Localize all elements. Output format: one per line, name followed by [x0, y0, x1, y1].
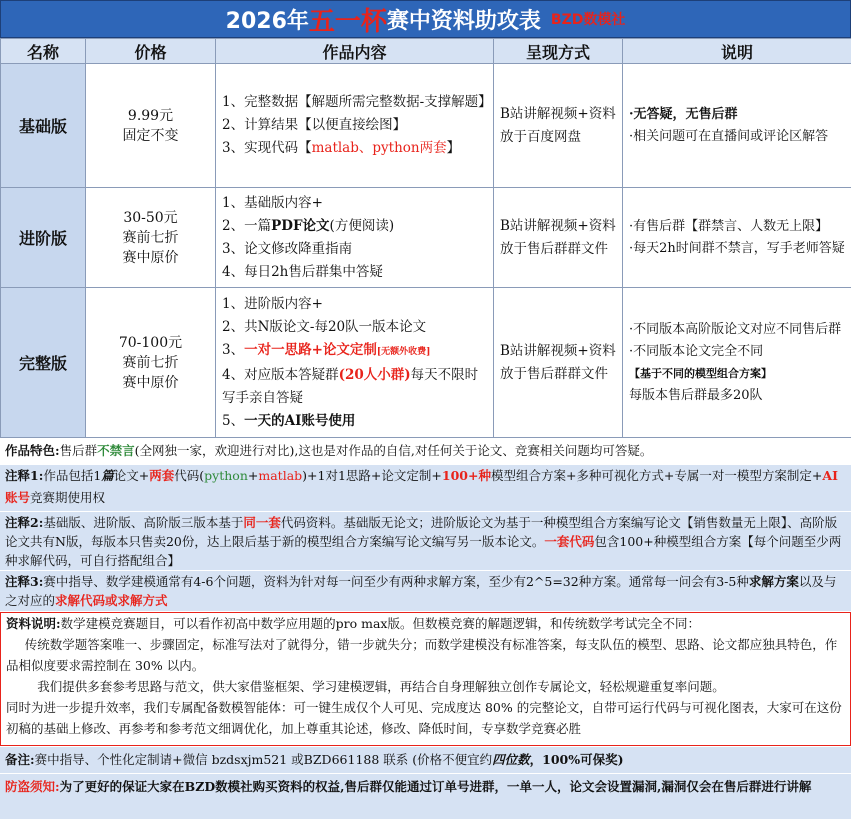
header-format: 呈现方式	[494, 39, 623, 64]
note2-label: 注释2:	[5, 515, 44, 530]
note-line: 【基于不同的模型组合方案】	[629, 366, 772, 380]
note1-text: 作品包括1	[43, 468, 102, 483]
note1-highlight: matlab	[258, 468, 303, 483]
info-band	[0, 612, 851, 746]
features-band	[0, 440, 851, 465]
note3-text: 赛中指导、数学建模通常有4-6个问题，资料为针对每一问至少有两种求解方案，至少有2^5=32种方案。通常每一问会有3-5种	[43, 574, 749, 589]
note3-label: 注释3:	[5, 574, 44, 589]
title-main: 赛中资料助攻表	[386, 8, 541, 34]
remark-highlight: 四位数	[492, 752, 530, 767]
note-line: ·相关问题可在直播间或评论区解答	[629, 128, 829, 144]
note-line: 每版本售后群最多20队	[629, 387, 763, 403]
remark-band	[0, 747, 851, 773]
note1-text: 竞赛期使用权	[30, 490, 106, 505]
tier-name: 完整版	[1, 288, 86, 438]
content-line	[222, 364, 490, 410]
content-line: 3、论文修改降重指南	[222, 240, 353, 257]
note1-highlight: python	[204, 468, 248, 483]
table-header-row	[1, 39, 851, 64]
price-note: 赛前七折	[122, 354, 179, 371]
note1-text: 篇	[101, 468, 114, 483]
tier-format: B站讲解视频+资料放于百度网盘	[494, 64, 623, 188]
note3-highlight: 或	[105, 593, 118, 608]
tier-format: B站讲解视频+资料放于售后群群文件	[494, 188, 623, 288]
content-text: 5、	[222, 412, 245, 429]
note1-text: 代码(	[174, 468, 205, 483]
note1-text: +	[247, 468, 259, 483]
tier-notes	[623, 188, 851, 288]
table-row-basic	[1, 64, 851, 188]
content-line: 2、计算结果【以便直接绘图】	[222, 117, 407, 133]
price-note: 固定不变	[122, 127, 179, 144]
content-text: 】	[446, 140, 461, 156]
content-line: 1、进阶版内容+	[222, 295, 323, 312]
note1-text: 论文+	[113, 468, 150, 483]
tier-name: 进阶版	[1, 188, 86, 288]
table-row-complete	[1, 288, 851, 438]
content-line	[222, 137, 490, 160]
content-text: 每天不限时写手亲自答疑	[222, 366, 479, 406]
content-text: 4、对应版本答疑群	[222, 366, 339, 383]
price-value: 70-100元	[118, 334, 183, 351]
price-note: 赛中原价	[122, 249, 179, 266]
content-line: 1、基础版内容+	[222, 194, 323, 211]
tier-content	[216, 64, 494, 188]
note-line: ·无答疑，无售后群	[629, 106, 738, 122]
info-text: 传统数学题答案唯一、步骤固定，标准写法对了就得分，错一步就失分；而数学建模没有标准答案，每支队伍的模型、思路、论文都应独具特色，作品相似度要求需控制在 30% 以内。	[6, 637, 838, 673]
tier-price	[86, 188, 216, 288]
remark-text: ，100%可保奖)	[529, 752, 624, 767]
header-content: 作品内容	[216, 39, 494, 64]
note2-highlight: 一套代码	[544, 534, 595, 549]
title-brand: BZD数模社	[550, 12, 626, 28]
title-highlight: 五一杯	[308, 6, 387, 37]
note1-label: 注释1:	[5, 468, 44, 483]
note1-highlight: 100+种	[441, 468, 491, 483]
note2-text: 包含100+种模型组合方案【每个问题至少两种求解代码，可自行搭配组合】	[5, 534, 842, 568]
note-line: ·每天2h时间群不禁言，写手老师答疑	[629, 240, 845, 256]
note1-band	[0, 465, 851, 511]
note1-highlight: AI账号	[5, 468, 838, 505]
tier-notes	[623, 288, 851, 438]
title-year: 2026年	[225, 8, 309, 34]
tier-format: B站讲解视频+资料放于售后群群文件	[494, 288, 623, 438]
note-line: ·有售后群【群禁言、人数无上限】	[629, 218, 829, 234]
price-value: 9.99元	[127, 107, 174, 124]
header-notes: 说明	[623, 39, 851, 64]
note3-text: 以及与之对应的	[5, 574, 837, 608]
content-highlight: 一对一思路+论文定制	[244, 341, 377, 358]
note2-text: 基础版、进阶版、高阶版三版本基于	[43, 515, 244, 530]
content-line	[222, 339, 490, 364]
note3-highlight: 求解代码	[55, 593, 106, 608]
content-text: (方便阅读)	[329, 217, 395, 234]
content-text: 2、一篇	[222, 217, 272, 234]
warning-band	[0, 774, 851, 819]
tier-content	[216, 288, 494, 438]
info-text: 数学建模竞赛题目，可以看作初高中数学应用题的pro max版。但数模竞赛的解题逻辑，和传统数学考试完全不同：	[60, 616, 700, 631]
pricing-table	[0, 38, 851, 438]
info-text: 同时为进一步提升效率，我们专属配备数模智能体：可一键生成仅个人可见、完成度达 80% 的完整论文，自带可运行代码与可视化图表，大家可在这份初稿的基础上修改、再参考和参考范文细调优化，加上尊重其论述，修改、降低时间，专享数学竞赛必胜	[6, 700, 842, 736]
content-highlight: matlab、python两套	[311, 140, 447, 156]
content-text: 3、实现代码【	[222, 140, 312, 156]
note1-text: )+1对1思路+论文定制+	[302, 468, 442, 483]
content-line	[222, 410, 490, 433]
tier-price	[86, 64, 216, 188]
remark-label: 备注:	[5, 752, 35, 767]
header-name: 名称	[1, 39, 86, 64]
content-tag: [无额外收费]	[376, 346, 431, 357]
price-note: 赛前七折	[122, 229, 179, 246]
warning-text: 为了更好的保证大家在BZD数模社购买资料的权益,售后群仅能通过订单号进群，一单一人，论文会设置漏洞,漏洞仅会在售后群进行讲解	[59, 779, 812, 794]
note3-highlight: 求解方案	[748, 574, 799, 589]
info-label: 资料说明:	[6, 616, 61, 631]
tier-content	[216, 188, 494, 288]
content-highlight: (20人小群)	[338, 366, 411, 383]
features-text: 售后群	[59, 443, 98, 458]
page-title	[0, 0, 851, 38]
content-line: 2、共N版论文-每20队一版本论文	[222, 318, 427, 335]
features-text: (全网独一家，欢迎进行对比),这也是对作品的自信,对任何关于论文、竞赛相关问题均可答疑。	[134, 443, 653, 458]
features-highlight: 不禁言	[97, 443, 135, 458]
note2-band	[0, 512, 851, 570]
note2-text: 代码资料。基础版无论文；进阶版论文为基于一种模型组合方案编写论文【销售数量无上限】、高阶版论文共有N版，每版本只售卖20份，达上限后基于新的模型组合方案编写论文编写另一版本论文。	[5, 515, 838, 549]
note1-highlight: 两套	[149, 468, 175, 483]
content-line: 1、完整数据【解题所需完整数据-支撑解题】	[222, 94, 492, 110]
table-row-advanced	[1, 188, 851, 288]
note3-band	[0, 571, 851, 611]
price-value: 30-50元	[123, 209, 178, 226]
content-highlight: 一天的AI账号使用	[244, 412, 356, 429]
info-text: 我们提供多套参考思路与范文，供大家借鉴框架、学习建模逻辑，再结合自身理解独立创作专属论文，轻松规避重复率问题。	[37, 679, 725, 694]
header-price: 价格	[86, 39, 216, 64]
content-line	[222, 215, 490, 238]
price-note: 赛中原价	[122, 374, 179, 391]
info-line	[6, 613, 845, 634]
note-line: ·不同版本论文完全不同	[629, 343, 764, 359]
tier-notes	[623, 64, 851, 188]
content-text: 3、	[222, 341, 245, 358]
warning-label: 防盗须知:	[5, 779, 60, 794]
tier-name: 基础版	[1, 64, 86, 188]
note2-highlight: 同一套	[243, 515, 281, 530]
remark-text: 赛中指导、个性化定制请+微信 bzdsxjm521 或BZD661188 联系 (价格不便宜约	[34, 752, 493, 767]
note3-highlight: 求解方式	[117, 593, 168, 608]
features-label: 作品特色:	[5, 443, 60, 458]
tier-price	[86, 288, 216, 438]
content-line: 4、每日2h售后群集中答疑	[222, 263, 383, 280]
content-highlight: PDF论文	[271, 217, 330, 234]
note1-text: 模型组合方案+多种可视化方式+专属一对一模型方案制定+	[490, 468, 823, 483]
note-line: ·不同版本高阶版论文对应不同售后群	[629, 321, 842, 337]
